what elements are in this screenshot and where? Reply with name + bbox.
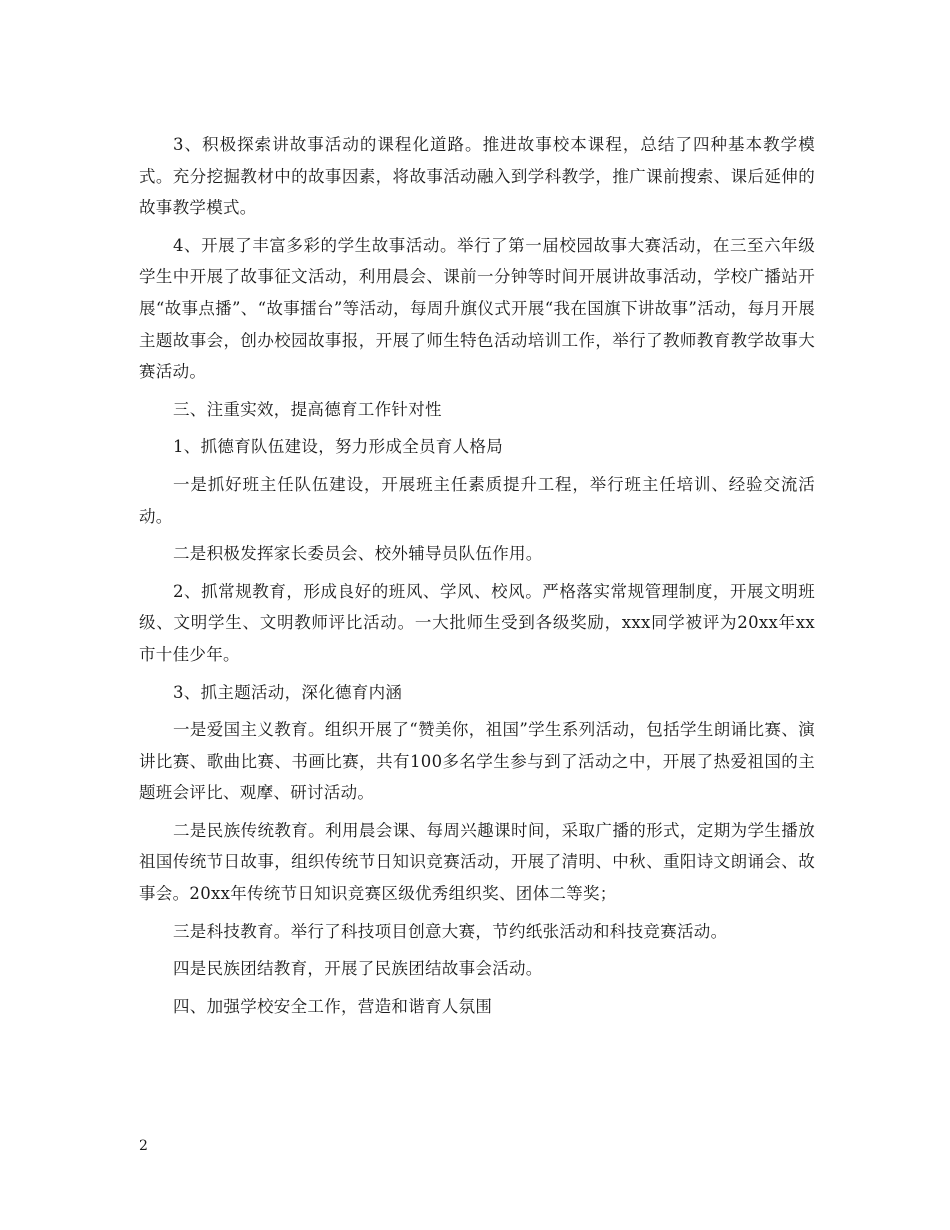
- page-number: 2: [139, 1138, 148, 1154]
- paragraph-routine-education: 2、抓常规教育，形成良好的班风、学风、校风。严格落实常规管理制度，开展文明班级、文明学生、文明教师评比活动。一大批师生受到各级奖励，xxx同学被评为20xx年xx市十佳少年。: [139, 581, 815, 664]
- paragraph-2: 4、开展了丰富多彩的学生故事活动。举行了第一届校园故事大赛活动，在三至六年级学生中开展了故事征文活动，利用晨会、课前一分钟等时间开展讲故事活动，学校广播站开展“故事点播”、“故事擂台”等活动，每周升旗仪式开展“我在国旗下讲故事”活动，每月开展主题故事会，创办校园故事报，开展了师生特色活动培训工作，举行了教师教育教学故事大赛活动。: [139, 235, 815, 382]
- subheading-theme-activities: 3、抓主题活动，深化德育内涵: [173, 682, 403, 702]
- paragraph-ethnic-unity: 四是民族团结教育，开展了民族团结故事会活动。: [173, 959, 543, 979]
- section-heading-4: 四、加强学校安全工作，营造和谐育人氛围: [173, 996, 493, 1016]
- paragraph-1: 3、积极探索讲故事活动的课程化道路。推进故事校本课程，总结了四种基本教学模式。充分挖掘教材中的故事因素，将故事活动融入到学科教学，推广课前搜索、课后延伸的故事教学模式。: [139, 135, 815, 218]
- paragraph-tradition: 二是民族传统教育。利用晨会课、每周兴趣课时间，采取广播的形式，定期为学生播放祖国传统节日故事，组织传统节日知识竞赛活动，开展了清明、中秋、重阳诗文朗诵会、故事会。20xx年传统节日知识竞赛区级优秀组织奖、团体二等奖；: [139, 820, 815, 904]
- document-body: [139, 129, 815, 1028]
- paragraph-parent-committee: 二是积极发挥家长委员会、校外辅导员队伍作用。: [173, 544, 543, 564]
- subheading-team-building: 1、抓德育队伍建设，努力形成全员育人格局: [173, 437, 503, 457]
- paragraph-head-teacher: 一是抓好班主任队伍建设，开展班主任素质提升工程，举行班主任培训、经验交流活动。: [139, 474, 815, 526]
- section-heading-3: 三、注重实效，提高德育工作针对性: [173, 399, 442, 419]
- paragraph-patriotism: 一是爱国主义教育。组织开展了“赞美你，祖国”学生系列活动，包括学生朗诵比赛、演讲比赛、歌曲比赛、书画比赛，共有100多名学生参与到了活动之中，开展了热爱祖国的主题班会评比、观摩、研讨活动。: [139, 720, 815, 803]
- paragraph-technology: 三是科技教育。举行了科技项目创意大赛，节约纸张活动和科技竞赛活动。: [173, 921, 728, 941]
